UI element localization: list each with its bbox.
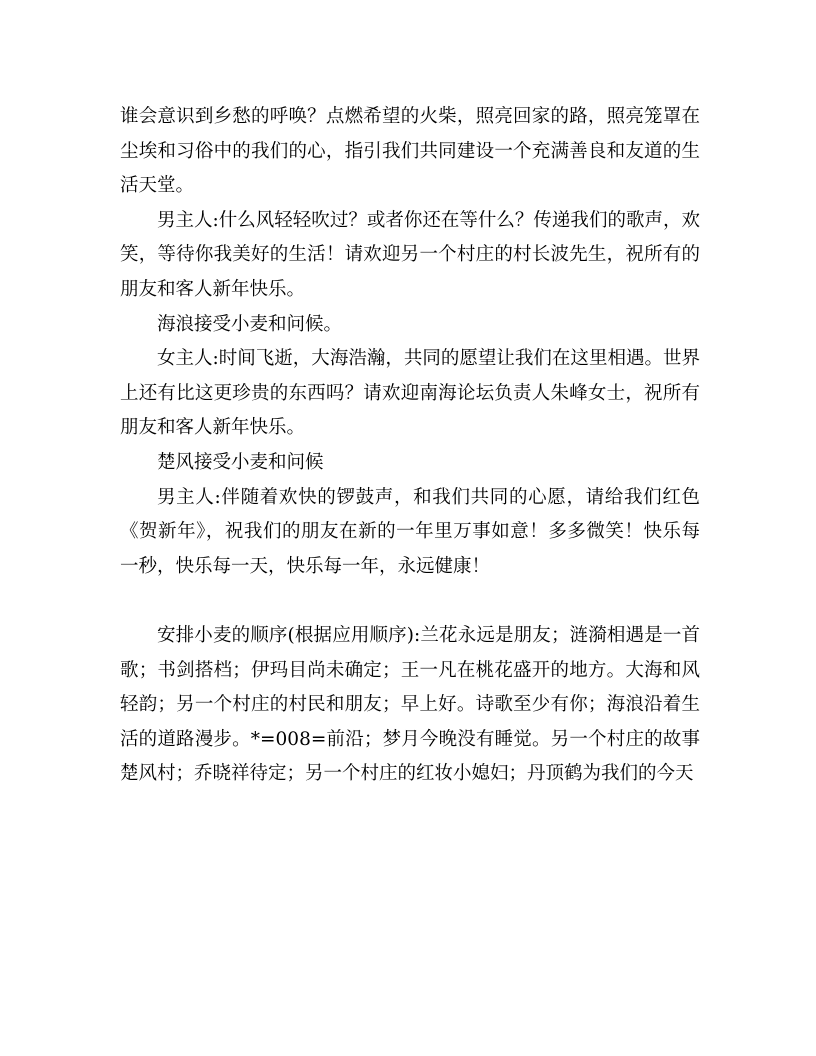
blank-line: [120, 584, 700, 619]
paragraph-5: 楚风接受小麦和问候: [157, 451, 324, 473]
paragraph-1: 谁会意识到乡愁的呼唤？点燃希望的火柴，照亮回家的路，照亮笼罩在尘埃和习俗中的我们的心，指引我们共同建设一个充满善良和友道的生活天堂。: [120, 106, 700, 197]
paragraph-7: 安排小麦的顺序(根据应用顺序):兰花永远是朋友；涟漪相遇是一首歌；书剑搭档；伊玛目尚未确定；王一凡在桃花盛开的地方。大海和风轻韵；另一个村庄的村民和朋友；早上好。诗歌至少有你；海浪沿着生活的道路漫步。*=008=前沿；梦月今晚没有睡觉。另一个村庄的故事楚风村；乔晓祥待定；另一个村庄的红妆小媳妇；丹顶鹤为我们的今天: [120, 624, 700, 785]
paragraph-3: 海浪接受小麦和问候。: [157, 313, 343, 335]
document-body: [120, 100, 700, 792]
paragraph-4: 女主人:时间飞逝，大海浩瀚，共同的愿望让我们在这里相遇。世界上还有比这更珍贵的东西吗？请欢迎南海论坛负责人朱峰女士，祝所有朋友和客人新年快乐。: [120, 348, 700, 439]
paragraph-2: 男主人:什么风轻轻吹过？或者你还在等什么？传递我们的歌声，欢笑，等待你我美好的生活！请欢迎另一个村庄的村长波先生，祝所有的朋友和客人新年快乐。: [120, 209, 700, 300]
paragraph-6: 男主人:伴随着欢快的锣鼓声，和我们共同的心愿，请给我们红色《贺新年》，祝我们的朋友在新的一年里万事如意！多多微笑！快乐每一秒，快乐每一天，快乐每一年，永远健康！: [120, 486, 700, 577]
